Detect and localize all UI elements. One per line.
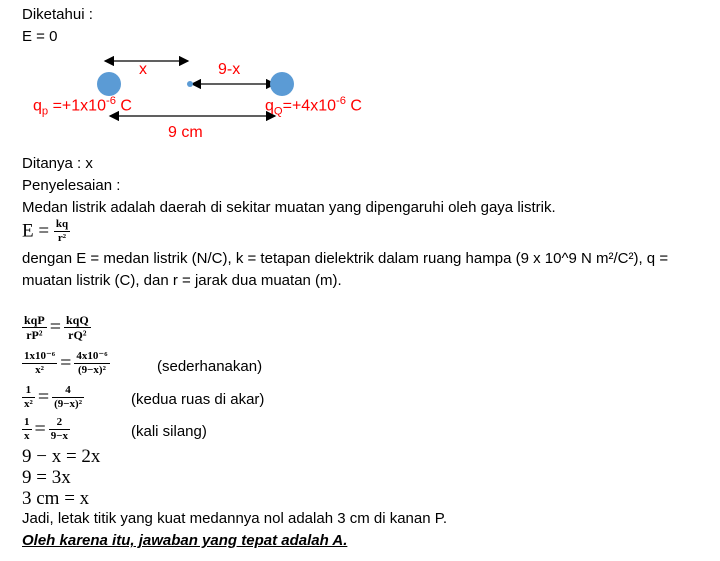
step-7: 3 cm = x bbox=[22, 488, 90, 509]
ditanya: Ditanya : x bbox=[22, 155, 93, 172]
final-answer: Oleh karena itu, jawaban yang tepat adalah A. bbox=[22, 532, 348, 549]
step-3-note: (kedua ruas di akar) bbox=[131, 391, 265, 408]
step-2-note: (sederhanakan) bbox=[157, 358, 263, 375]
step-1: $\frac{\text{kqP}}{\text{rP²}}$ = $\frac{\text{kqQ}}{\text{rQ²}}$ bbox=[24, 313, 89, 342]
distance-label: 9 cm bbox=[168, 124, 203, 141]
diketahui-label: Diketahui : bbox=[22, 6, 93, 23]
step-4: $\frac{1}{x}$ = $\frac{2}{9-x}$ bbox=[24, 416, 69, 442]
field-formula: E = $\frac{kq}{\text{r²}}$ bbox=[22, 218, 69, 244]
charge-p bbox=[97, 72, 121, 96]
given-e: E = 0 bbox=[22, 28, 58, 45]
explanation-line-2: muatan listrik (C), dan r = jarak dua muatan (m). bbox=[22, 272, 342, 289]
charge-p-label: $q_p =+1x10^{-6}$ C bbox=[33, 95, 132, 118]
charge-q-label: $q_Q=+4x10^{-6}$ C bbox=[265, 95, 362, 118]
definition: Medan listrik adalah daerah di sekitar muatan yang dipengaruhi oleh gaya listrik. bbox=[22, 199, 556, 216]
charge-q bbox=[270, 72, 294, 96]
step-3: $\frac{1}{\text{x²}}$ = $\frac{4}{\text{(9−x)²}}$ bbox=[24, 384, 82, 410]
step-2: $\frac{\text{1x10⁻⁶}}{\text{x²}}$ = $\frac{\text{4x10⁻⁶}}{\text{(9−x)²}}$ bbox=[24, 350, 108, 376]
step-5: 9 − x = 2x bbox=[22, 446, 101, 467]
explanation-line-1: dengan E = medan listrik (N/C), k = tetapan dielektrik dalam ruang hampa (9 x 10^9 N m²/C²), q = bbox=[22, 250, 669, 267]
step-6: 9 = 3x bbox=[22, 467, 71, 488]
zero-field-point bbox=[187, 81, 193, 87]
conclusion: Jadi, letak titik yang kuat medannya nol adalah 3 cm di kanan P. bbox=[22, 510, 447, 527]
penyelesaian: Penyelesaian : bbox=[22, 177, 121, 194]
nine-minus-x-label: 9-x bbox=[218, 61, 241, 78]
step-4-note: (kali silang) bbox=[131, 423, 207, 440]
x-label: x bbox=[139, 61, 147, 78]
